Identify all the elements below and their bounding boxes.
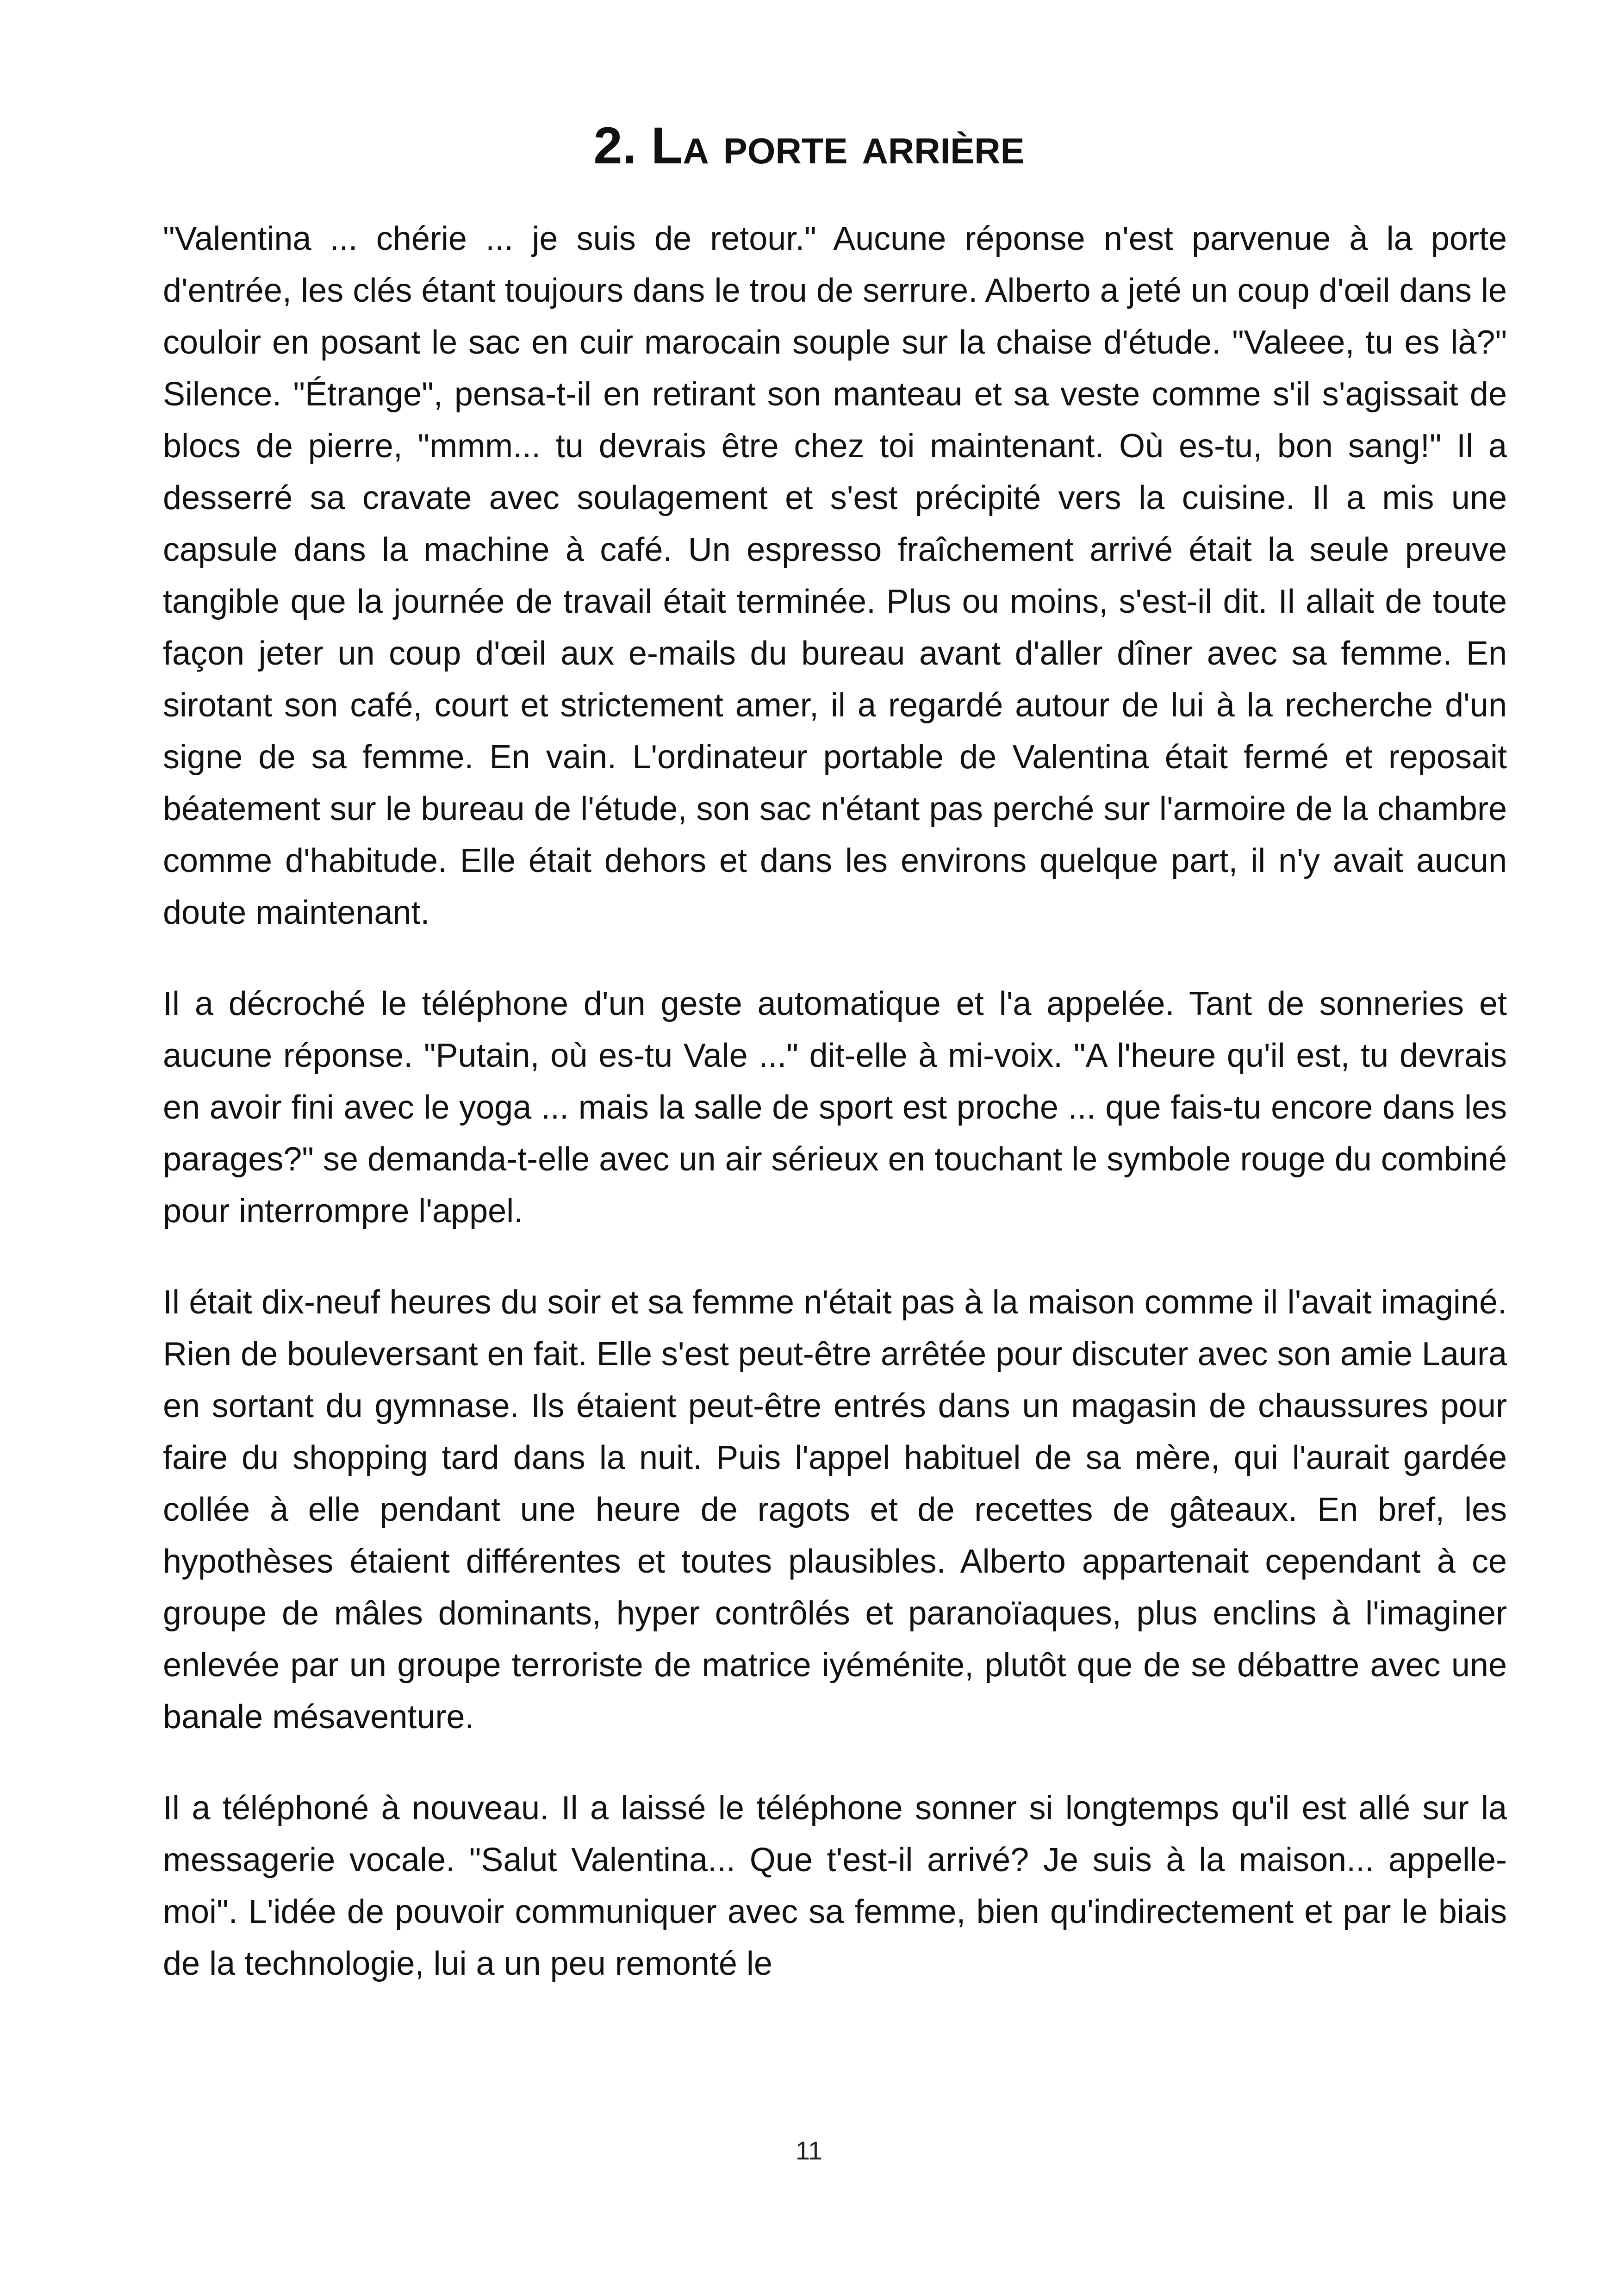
body-text: [163, 213, 1507, 1990]
page-number: 11: [795, 2136, 823, 2165]
paragraph-3: Il était dix-neuf heures du soir et sa femme n'était pas à la maison comme il l'avait imaginé. Rien de bouleversant en fait. Elle s'est peut-être arrêtée pour discuter avec son amie Laura en sortant du gymnase. Ils étaient peut-être entrés dans un magasin de chaussures pour faire du shopping tard dans la nuit. Puis l'appel habituel de sa mère, qui l'aurait gardée collée à elle pendant une heure de ragots et de recettes de gâteaux. En bref, les hypothèses étaient différentes et toutes plausibles. Alberto appartenait cependant à ce groupe de mâles dominants, hyper contrôlés et paranoïaques, plus enclins à l'imaginer enlevée par un groupe terroriste de matrice iyéménite, plutôt que de se débattre avec une banale mésaventure.: [163, 1284, 1507, 1736]
paragraph-1: "Valentina ... chérie ... je suis de retour." Aucune réponse n'est parvenue à la porte d'entrée, les clés étant toujours dans le trou de serrure. Alberto a jeté un coup d'œil dans le couloir en posant le sac en cuir marocain souple sur la chaise d'étude. "Valeee, tu es là?" Silence. "Étrange", pensa-t-il en retirant son manteau et sa veste comme s'il s'agissait de blocs de pierre, "mmm... tu devrais être chez toi maintenant. Où es-tu, bon sang!" Il a desserré sa cravate avec soulagement et s'est précipité vers la cuisine. Il a mis une capsule dans la machine à café. Un espresso fraîchement arrivé était la seule preuve tangible que la journée de travail était terminée. Plus ou moins, s'est-il dit. Il allait de toute façon jeter un coup d'œil aux e-mails du bureau avant d'aller dîner avec sa femme. En sirotant son café, court et strictement amer, il a regardé autour de lui à la recherche d'un signe de sa femme. En vain. L'ordinateur portable de Valentina était fermé et reposait béatement sur le bureau de l'étude, son sac n'étant pas perché sur l'armoire de la chambre comme d'habitude. Elle était dehors et dans les environs quelque part, il n'y avait aucun doute maintenant.: [163, 220, 1507, 931]
paragraph-2: Il a décroché le téléphone d'un geste automatique et l'a appelée. Tant de sonneries et aucune réponse. "Putain, où es-tu Vale ..." dit-elle à mi-voix. "A l'heure qu'il est, tu devrais en avoir fini avec le yoga ... mais la salle de sport est proche ... que fais-tu encore dans les parages?" se demanda-t-elle avec un air sérieux en touchant le symbole rouge du combiné pour interrompre l'appel.: [163, 985, 1507, 1230]
chapter-number: 2.: [593, 117, 637, 174]
chapter-name: La porte arrière: [651, 117, 1025, 174]
paragraph-4: Il a téléphoné à nouveau. Il a laissé le téléphone sonner si longtemps qu'il est allé sur la messagerie vocale. "Salut Valentina... Que t'est-il arrivé? Je suis à la maison... appelle-moi". L'idée de pouvoir communiquer avec sa femme, bien qu'indirectement et par le biais de la technologie, lui a un peu remonté le: [163, 1790, 1507, 1982]
chapter-title: [0, 111, 1618, 180]
